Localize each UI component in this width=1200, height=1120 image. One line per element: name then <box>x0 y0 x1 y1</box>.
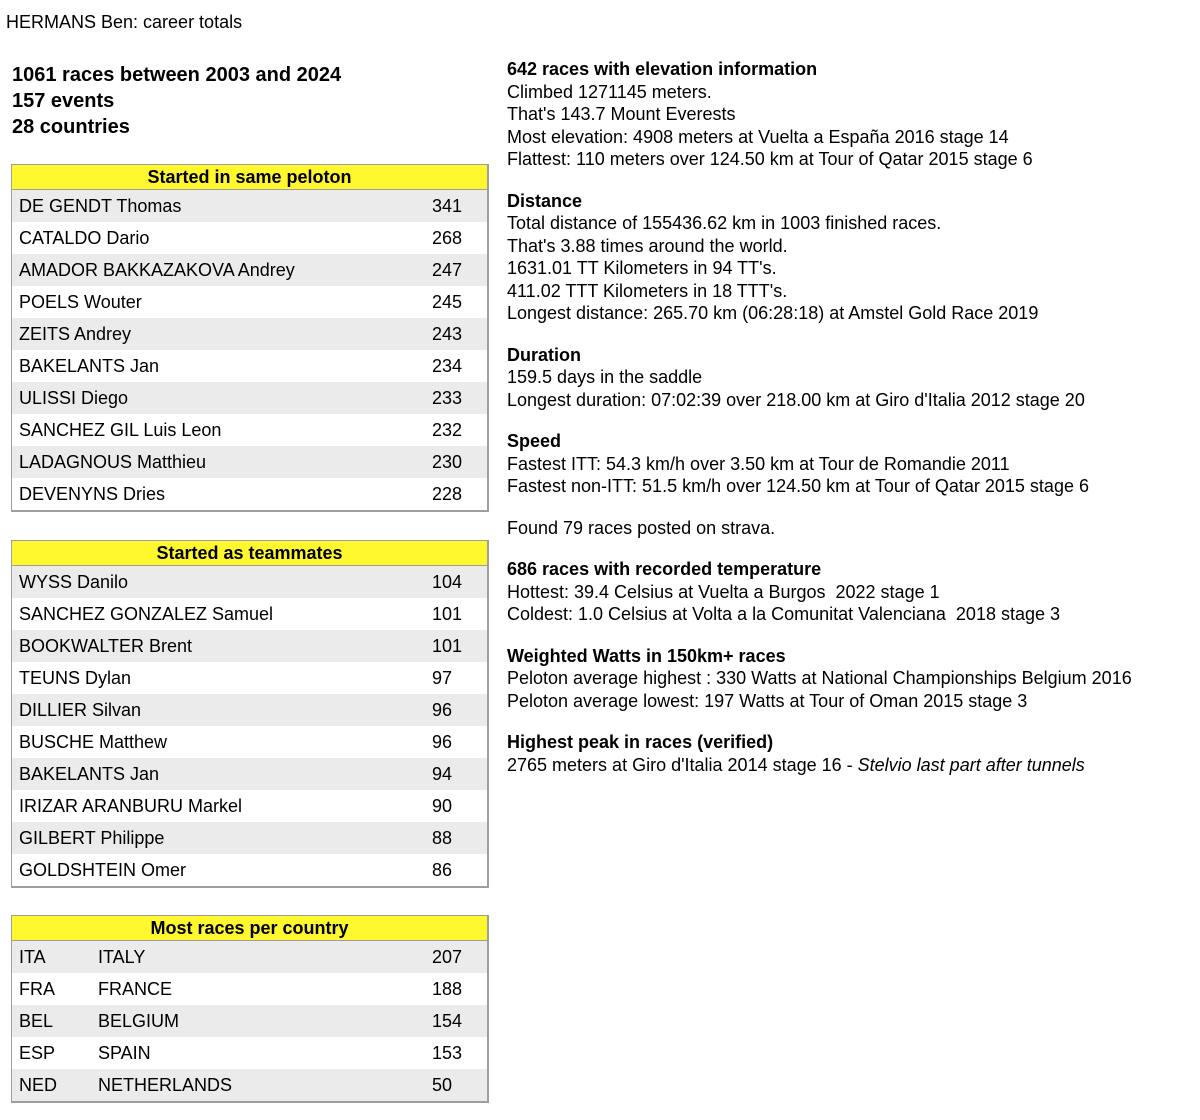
table-row <box>12 414 487 446</box>
race-count: 228 <box>432 484 463 504</box>
rider-name: BUSCHE Matthew <box>19 732 168 752</box>
distance-tt: 1631.01 TT Kilometers in 94 TT's. <box>507 258 777 278</box>
race-count: 97 <box>432 668 453 688</box>
teammates-table <box>11 540 489 888</box>
table-row <box>12 726 487 758</box>
distance-section <box>507 190 1197 325</box>
elevation-heading: 642 races with elevation information <box>507 59 818 79</box>
peloton-table-body <box>12 190 487 510</box>
race-count: 341 <box>432 196 463 216</box>
rider-name: AMADOR BAKKAZAKOVA Andrey <box>19 260 295 280</box>
rider-name: GOLDSHTEIN Omer <box>19 860 187 880</box>
speed-section <box>507 430 1197 498</box>
table-row <box>12 694 487 726</box>
country-code: NED <box>19 1075 58 1095</box>
race-count: 233 <box>432 388 463 408</box>
temperature-hottest: Hottest: 39.4 Celsius at Vuelta a Burgos 2022 stage 1 <box>507 581 940 602</box>
rider-name: LADAGNOUS Matthieu <box>19 452 207 472</box>
teammates-table-heading: Started as teammates <box>12 541 487 566</box>
race-count: 232 <box>432 420 463 440</box>
country-name: FRANCE <box>98 979 173 999</box>
race-count: 96 <box>432 732 453 752</box>
race-count: 188 <box>432 979 463 999</box>
table-row <box>12 286 487 318</box>
race-count: 88 <box>432 828 453 848</box>
peak-note: Stelvio last part after tunnels <box>857 754 1085 775</box>
table-row <box>12 318 487 350</box>
career-summary <box>12 62 341 140</box>
countries-table <box>11 915 489 1103</box>
race-count: 154 <box>432 1011 463 1031</box>
peak-text: 2765 meters at Giro d'Italia 2014 stage 16 - <box>507 754 858 775</box>
speed-itt: Fastest ITT: 54.3 km/h over 3.50 km at Tour de Romandie 2011 <box>507 453 1010 474</box>
rider-name: DILLIER Silvan <box>19 700 142 720</box>
distance-ttt: 411.02 TTT Kilometers in 18 TTT's. <box>507 280 788 301</box>
table-row <box>12 382 487 414</box>
rider-name: BAKELANTS Jan <box>19 356 160 376</box>
country-name: ITALY <box>98 947 146 967</box>
countries-table-body <box>12 941 487 1101</box>
table-row <box>12 350 487 382</box>
elevation-climbed: Climbed 1271145 meters. <box>507 81 712 102</box>
rider-name: ZEITS Andrey <box>19 324 132 344</box>
race-count: 94 <box>432 764 453 784</box>
country-code: FRA <box>19 979 55 999</box>
table-row <box>12 854 487 886</box>
country-code: ESP <box>19 1043 56 1063</box>
table-row <box>12 566 487 598</box>
race-count: 96 <box>432 700 453 720</box>
race-count: 247 <box>432 260 463 280</box>
rider-name: TEUNS Dylan <box>19 668 132 688</box>
rider-name: CATALDO Dario <box>19 228 150 248</box>
elevation-most: Most elevation: 4908 meters at Vuelta a España 2016 stage 14 <box>507 126 1009 147</box>
race-count: 153 <box>432 1043 463 1063</box>
strava-section <box>507 517 1197 540</box>
peloton-table-heading: Started in same peloton <box>12 165 487 190</box>
race-count: 101 <box>432 636 463 656</box>
peak-heading: Highest peak in races (verified) <box>507 732 774 752</box>
rider-name: IRIZAR ARANBURU Markel <box>19 796 243 816</box>
rider-name: POELS Wouter <box>19 292 142 312</box>
country-code: ITA <box>19 947 46 967</box>
table-row <box>12 478 487 510</box>
peloton-table <box>11 164 489 512</box>
table-row <box>12 790 487 822</box>
country-name: BELGIUM <box>98 1011 180 1031</box>
table-row <box>12 190 487 222</box>
table-row <box>12 1069 487 1101</box>
duration-longest: Longest duration: 07:02:39 over 218.00 km at Giro d'Italia 2012 stage 20 <box>507 389 1085 410</box>
duration-days: 159.5 days in the saddle <box>507 367 703 387</box>
elevation-flattest: Flattest: 110 meters over 124.50 km at Tour of Qatar 2015 stage 6 <box>507 149 1033 169</box>
rider-name: SANCHEZ GONZALEZ Samuel <box>19 604 274 624</box>
duration-heading: Duration <box>507 344 581 365</box>
duration-section <box>507 344 1197 412</box>
rider-name: ULISSI Diego <box>19 388 129 408</box>
table-row <box>12 254 487 286</box>
country-name: SPAIN <box>98 1043 151 1063</box>
race-count: 268 <box>432 228 463 248</box>
elevation-section <box>507 58 1197 171</box>
race-count: 207 <box>432 947 463 967</box>
countries-table-heading: Most races per country <box>12 916 487 941</box>
stats-column <box>507 58 1197 795</box>
table-row <box>12 630 487 662</box>
race-count: 101 <box>432 604 463 624</box>
temperature-coldest: Coldest: 1.0 Celsius at Volta a la Comunitat Valenciana 2018 stage 3 <box>507 604 1061 624</box>
rider-name: DEVENYNS Dries <box>19 484 166 504</box>
country-code: BEL <box>19 1011 54 1031</box>
race-count: 234 <box>432 356 463 376</box>
elevation-everests: That's 143.7 Mount Everests <box>507 104 736 124</box>
race-count: 245 <box>432 292 463 312</box>
page-title: HERMANS Ben: career totals <box>6 12 243 32</box>
watts-section <box>507 645 1197 713</box>
race-count: 243 <box>432 324 463 344</box>
summary-countries: 28 countries <box>12 116 130 138</box>
country-name: NETHERLANDS <box>98 1075 233 1095</box>
table-row <box>12 973 487 1005</box>
rider-name: WYSS Danilo <box>19 572 129 592</box>
table-row <box>12 822 487 854</box>
summary-events: 157 events <box>12 90 115 112</box>
race-count: 50 <box>432 1075 453 1095</box>
table-row <box>12 662 487 694</box>
table-row <box>12 222 487 254</box>
table-row <box>12 446 487 478</box>
watts-highest: Peloton average highest : 330 Watts at National Championships Belgium 2016 <box>507 668 1132 688</box>
speed-non-itt: Fastest non-ITT: 51.5 km/h over 124.50 km at Tour of Qatar 2015 stage 6 <box>507 476 1089 496</box>
rider-name: SANCHEZ GIL Luis Leon <box>19 420 222 440</box>
speed-heading: Speed <box>507 431 562 451</box>
peak-section <box>507 731 1197 776</box>
race-count: 230 <box>432 452 463 472</box>
rider-name: BOOKWALTER Brent <box>19 636 193 656</box>
table-row <box>12 598 487 630</box>
table-row <box>12 941 487 973</box>
watts-heading: Weighted Watts in 150km+ races <box>507 645 786 666</box>
race-count: 86 <box>432 860 453 880</box>
strava-text: Found 79 races posted on strava. <box>507 517 776 538</box>
peak-line <box>507 754 1197 777</box>
temperature-section <box>507 558 1197 626</box>
race-count: 90 <box>432 796 453 816</box>
rider-name: DE GENDT Thomas <box>19 196 182 216</box>
rider-name: GILBERT Philippe <box>19 828 165 848</box>
summary-races: 1061 races between 2003 and 2024 <box>12 64 342 86</box>
distance-total: Total distance of 155436.62 km in 1003 finished races. <box>507 213 942 233</box>
table-row <box>12 758 487 790</box>
table-row <box>12 1037 487 1069</box>
temperature-heading: 686 races with recorded temperature <box>507 559 822 579</box>
teammates-table-body <box>12 566 487 886</box>
distance-world: That's 3.88 times around the world. <box>507 235 788 256</box>
distance-heading: Distance <box>507 190 583 211</box>
table-row <box>12 1005 487 1037</box>
rider-name: BAKELANTS Jan <box>19 764 160 784</box>
watts-lowest: Peloton average lowest: 197 Watts at Tour of Oman 2015 stage 3 <box>507 690 1028 711</box>
race-count: 104 <box>432 572 463 592</box>
distance-longest: Longest distance: 265.70 km (06:28:18) at Amstel Gold Race 2019 <box>507 303 1039 323</box>
